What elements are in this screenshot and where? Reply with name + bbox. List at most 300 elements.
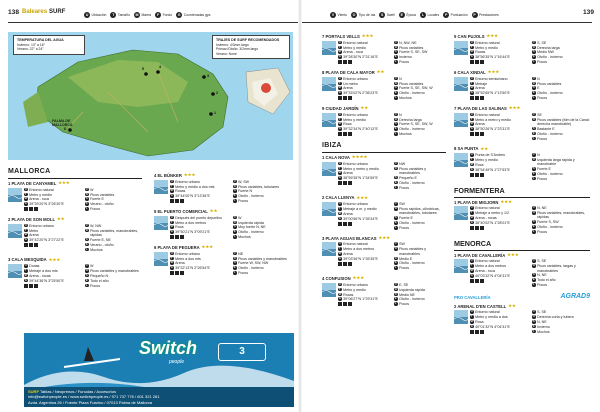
marker-4[interactable] <box>156 70 160 74</box>
spot-thumbnail <box>322 77 336 91</box>
attr-row <box>24 193 81 197</box>
attr-row <box>24 264 81 268</box>
attr-row <box>394 167 446 176</box>
facilities-icons <box>24 284 81 288</box>
parking-icon <box>170 235 174 239</box>
attr-g-value: 39°39'20"N 3°26'30"E <box>29 202 64 207</box>
attr-row <box>24 269 81 273</box>
menorca-spot-list <box>454 253 590 288</box>
attr-u-value: Entorno urbano <box>175 251 200 256</box>
shower-icon <box>175 271 179 275</box>
spot-attributes <box>338 202 446 231</box>
attr-u-value: Entorno urbano <box>343 282 368 287</box>
spot-title-row <box>322 155 446 160</box>
attr-s-value: Fuerte E <box>90 197 104 202</box>
spot-thumbnail <box>454 113 468 127</box>
attr-row <box>170 266 229 270</box>
attr-s-value: Medio NE <box>399 292 415 297</box>
attr-m-value: Roca <box>175 225 184 230</box>
rating-stars: ★★★ <box>48 256 61 262</box>
spot-body <box>454 41 590 65</box>
page-number-right: 139 <box>583 9 595 16</box>
attr-col-1 <box>338 77 390 101</box>
attr-row <box>24 279 81 283</box>
attr-v-value: N, NE <box>537 206 547 211</box>
spot-title: 7 PORTALS VELLS <box>322 34 360 39</box>
attr-col-1 <box>170 252 229 276</box>
legend-label: Prestaciones <box>479 13 499 17</box>
attr-row <box>233 216 292 220</box>
attr-e-icon: E <box>85 202 88 206</box>
spot-title: 7 PLAYA DE LAS SALINAS <box>454 106 507 111</box>
attr-v-value: N <box>537 76 540 81</box>
attr-o-value: Picos variables (fdm de la Canal: derecha manobrable) <box>537 117 590 126</box>
wetsuit-box <box>212 35 290 59</box>
attr-g-value: 39°06'27"N 1°29'31"E <box>343 297 378 302</box>
attr-m-value: Rocas <box>343 292 354 297</box>
spot-title: 8 PLAYA DE CALA MAYOR <box>322 70 375 75</box>
parking-icon <box>338 132 342 136</box>
wetsuit-title: TRAJES DE SURF RECOMENDADOS <box>216 38 280 42</box>
surf-spot[interactable] <box>8 257 142 288</box>
attr-o-icon: O <box>233 184 236 188</box>
attr-l-icon: L <box>533 283 535 287</box>
marker-2[interactable] <box>211 92 215 96</box>
legend-key-icon: U <box>85 13 89 17</box>
attr-row <box>470 113 528 117</box>
attr-col-1 <box>24 264 81 288</box>
facilities-icons <box>338 181 390 185</box>
attr-u-value: Punta de S'Andreu <box>475 153 506 157</box>
attr-row <box>233 266 292 270</box>
shower-icon <box>29 284 33 288</box>
attr-t-value: Metro y medio a dos mts <box>175 184 215 189</box>
ad-line2[interactable]: info@switchpeople.es / www.switchpeople.es / 971 737 776 / 601 321 261 <box>28 394 160 400</box>
legend-item <box>443 12 467 18</box>
attr-t-icon: T <box>25 192 27 196</box>
attr-row <box>532 55 590 59</box>
attr-row <box>394 288 446 292</box>
spot-title-row <box>8 217 142 222</box>
surf-spot[interactable] <box>322 155 446 190</box>
spot-title: 1 PLAYA DE MIGJORN <box>454 199 499 205</box>
bar-icon <box>480 226 484 230</box>
page-header-right <box>583 9 594 17</box>
spot-body <box>454 206 590 235</box>
spot-thumbnail <box>322 162 336 176</box>
attr-s-icon: S <box>532 167 535 171</box>
legend-key-icon: V <box>331 13 335 17</box>
attr-m-value: Rocas <box>475 50 486 55</box>
attr-e-icon: E <box>532 225 535 229</box>
attr-row <box>470 118 528 122</box>
attr-o-value: Picos variables y manobrables <box>90 268 139 273</box>
surf-spot[interactable] <box>454 304 590 335</box>
attr-s-value: E <box>537 86 540 91</box>
attr-o-icon: O <box>532 211 535 215</box>
surf-spot[interactable] <box>154 245 292 276</box>
attr-o-value: Izquierda larga rápida y manobrable <box>537 157 575 167</box>
bar-icon <box>348 181 352 185</box>
attr-t-icon: T <box>339 247 341 251</box>
attr-row <box>338 122 390 126</box>
spot-body <box>8 224 142 253</box>
spot-body <box>322 77 446 101</box>
attr-row <box>532 206 590 210</box>
attr-col-1 <box>470 259 528 288</box>
attr-o-value: Izquierda rápida <box>238 220 264 225</box>
attr-s-icon: S <box>233 225 236 229</box>
attr-v-value: W <box>90 187 94 192</box>
attr-m-icon: M <box>338 171 341 175</box>
attr-row <box>338 162 390 166</box>
spot-thumbnail <box>322 202 336 216</box>
attr-e-icon: E <box>532 278 535 282</box>
attr-row <box>394 257 446 261</box>
attr-row <box>532 96 590 100</box>
attr-row <box>233 189 292 193</box>
spot-attributes <box>470 153 590 182</box>
attr-g-value: 38°52'65"N 1°13'50"E <box>475 91 510 96</box>
facilities-icons <box>24 207 81 211</box>
attr-t-icon: T <box>25 268 27 272</box>
legend-item <box>420 12 439 18</box>
attr-col-2 <box>532 259 590 288</box>
surf-spot[interactable] <box>322 70 446 101</box>
spot-thumbnail <box>454 153 468 167</box>
attr-row <box>532 177 590 181</box>
surf-spot[interactable] <box>454 106 590 141</box>
shower-icon <box>475 279 479 283</box>
attr-row <box>394 242 446 246</box>
attr-row <box>532 264 590 273</box>
attr-g-value: 39°44'00"N 3°13'36"E <box>175 194 210 199</box>
spot-thumbnail <box>8 264 22 278</box>
attr-col-2 <box>394 113 446 137</box>
attr-o-icon: O <box>394 287 397 291</box>
attr-row <box>470 122 528 126</box>
surf-spot[interactable] <box>322 106 446 137</box>
spot-body <box>322 41 446 65</box>
attr-l-icon: L <box>395 185 397 189</box>
rating-stars: ★★★ <box>378 234 391 240</box>
attr-row <box>394 247 446 256</box>
attr-row <box>394 162 446 166</box>
attr-o-value: Picos variables <box>90 192 115 197</box>
attr-u-value: Entorno urbano <box>343 112 368 117</box>
rating-stars: ★★ <box>480 145 489 151</box>
attr-s-icon: S <box>394 256 397 260</box>
formentera-spot-list <box>454 200 590 235</box>
attr-s-value: Fuerte N <box>238 189 253 194</box>
attr-e-icon: E <box>394 297 397 301</box>
attr-l-value: Pocos <box>537 176 548 181</box>
promo-banner[interactable] <box>454 293 590 302</box>
attr-row <box>24 224 81 228</box>
attr-row <box>85 274 142 278</box>
attr-l-icon: L <box>234 199 236 203</box>
attr-s-value: Muy fuerte N, NE <box>238 225 266 230</box>
surf-spot[interactable] <box>454 34 590 65</box>
marker-5[interactable] <box>144 72 148 76</box>
attr-row <box>233 199 292 203</box>
attr-e-value: Otoño - invierno <box>537 55 563 60</box>
attr-s-value: N, NE <box>537 273 547 278</box>
spot-attributes <box>338 41 446 65</box>
attr-row <box>394 283 446 287</box>
attr-m-icon: M <box>338 122 341 126</box>
attr-col-1 <box>338 113 390 137</box>
spot-body <box>154 216 292 240</box>
surf-spot[interactable] <box>8 181 142 212</box>
attr-col-1 <box>170 216 229 240</box>
attr-l-icon: L <box>533 96 535 100</box>
spot-title-row <box>154 209 292 214</box>
spot-attributes <box>170 180 292 204</box>
attr-s-value: N, NE <box>537 319 547 324</box>
attr-l-icon: L <box>234 271 236 275</box>
attr-row <box>338 297 390 301</box>
attr-g-icon: G <box>338 176 341 180</box>
attr-g-value: 39°44'36"N 3°25'50"E <box>29 278 64 283</box>
attr-g-icon: G <box>470 324 473 328</box>
attr-o-icon: O <box>532 264 535 268</box>
attr-l-value: Pocos <box>537 230 548 235</box>
spot-body <box>154 180 292 204</box>
attr-e-icon: E <box>532 55 535 59</box>
spot-body <box>454 310 590 334</box>
parking-icon <box>470 279 474 283</box>
attr-row <box>470 216 528 220</box>
attr-row <box>338 41 390 45</box>
attr-s-value: Fuerte S, SE, SW, W <box>399 122 433 127</box>
attr-v-value: N, NW, NE <box>399 40 417 45</box>
shower-icon <box>475 132 479 136</box>
attr-row <box>470 153 528 157</box>
attr-u-value: Entorno natural <box>29 187 54 192</box>
attr-e-value: Otoño - invierno <box>238 230 264 235</box>
attr-row <box>394 302 446 306</box>
marker-6[interactable] <box>68 128 72 132</box>
attr-row <box>532 211 590 220</box>
legend-label: Marea <box>141 13 152 17</box>
marker-1[interactable] <box>209 112 213 116</box>
attr-row <box>532 50 590 54</box>
attr-u-icon: U <box>470 40 473 44</box>
attr-m-value: Roca <box>343 122 352 127</box>
attr-e-icon: E <box>233 266 236 270</box>
attr-m-icon: M <box>338 211 341 215</box>
attr-m-value: Arena <box>343 86 353 91</box>
map-num-1: 1 <box>214 111 216 115</box>
attr-g-icon: G <box>338 216 341 220</box>
spot-attributes <box>338 242 446 271</box>
spot-title: 4 EL BÚNKER <box>154 173 182 178</box>
attr-row <box>233 235 292 239</box>
attr-t-icon: T <box>339 117 341 121</box>
attr-m-value: Arena - roca <box>29 197 49 202</box>
surf-spot[interactable] <box>322 34 446 65</box>
attr-col-1 <box>338 162 390 191</box>
attr-v-icon: V <box>532 206 535 210</box>
attr-l-icon: L <box>533 329 535 333</box>
surf-spot[interactable] <box>322 195 446 230</box>
header-rule <box>8 22 298 23</box>
map-num-2: 2 <box>216 91 218 95</box>
switch-people-ad[interactable] <box>24 333 294 407</box>
attr-u-icon: U <box>470 206 473 210</box>
rating-stars: ★★★ <box>486 33 499 39</box>
attr-e-icon: E <box>532 324 535 328</box>
legend-label: Puntuación <box>450 13 468 17</box>
shower-icon <box>343 222 347 226</box>
attr-s-icon: S <box>85 237 88 241</box>
attr-e-icon: E <box>85 242 88 246</box>
attr-g-value: 39°32'13"N 2°26'54"E <box>175 266 210 271</box>
attr-v-value: SW <box>399 242 405 247</box>
parking-icon <box>24 243 28 247</box>
attr-t-icon: T <box>471 45 473 49</box>
attr-row <box>394 86 446 90</box>
attr-row <box>338 217 390 221</box>
attr-v-value: NE <box>238 251 244 256</box>
attr-t-icon: T <box>471 157 473 161</box>
attr-row <box>394 293 446 297</box>
attr-row <box>470 158 528 162</box>
surf-spot[interactable] <box>154 209 292 240</box>
attr-row <box>394 202 446 206</box>
attr-l-icon: L <box>395 60 397 64</box>
attr-row <box>233 180 292 184</box>
attr-row <box>233 271 292 275</box>
attr-l-icon: L <box>395 132 397 136</box>
spot-thumbnail <box>154 216 168 230</box>
attr-g-value: 38°54'49"N 1°27'53"E <box>475 167 510 172</box>
attr-g-value: 39°32'34"N 2°40'13"E <box>343 127 378 132</box>
bar-icon <box>480 330 484 334</box>
attr-row <box>470 211 528 215</box>
attr-t-value: Metro y metro y medio <box>343 166 379 171</box>
attr-row <box>532 46 590 50</box>
surf-spot[interactable] <box>322 236 446 271</box>
right-column-1 <box>322 34 446 312</box>
book-title: Baleares <box>22 9 48 16</box>
attr-s-icon: S <box>394 292 397 296</box>
attr-row <box>170 180 229 184</box>
surf-spot[interactable] <box>154 173 292 204</box>
attr-l-icon: L <box>395 302 397 306</box>
attr-v-icon: V <box>85 223 88 227</box>
facilities-icons <box>338 96 390 100</box>
spot-thumbnail <box>322 113 336 127</box>
attr-t-icon: T <box>339 206 341 210</box>
attr-row <box>24 197 81 201</box>
attr-row <box>470 206 528 210</box>
attr-g-value: 39°33'02"N 2°36'23"E <box>343 91 378 96</box>
attr-e-value: Otoño - invierno <box>537 91 563 96</box>
bar-icon <box>348 262 352 266</box>
attr-t-value: Metraje a m. y medio <box>343 206 377 211</box>
spot-thumbnail <box>322 242 336 256</box>
promo-right: AGRAD9 <box>560 293 590 301</box>
surf-spot[interactable] <box>454 146 590 181</box>
attr-o-value: Picos variables, tubulares <box>238 184 280 189</box>
attr-v-icon: V <box>233 179 236 183</box>
map-num-6: 6 <box>64 127 66 131</box>
attr-m-icon: M <box>24 233 27 237</box>
spot-thumbnail <box>454 259 468 273</box>
attr-g-icon: G <box>470 167 473 171</box>
spot-body <box>454 77 590 101</box>
rating-stars: ★★★ <box>201 244 214 250</box>
surf-spot[interactable] <box>322 276 446 307</box>
attr-l-value: Pocos <box>537 136 548 141</box>
attr-u-icon: U <box>170 215 173 219</box>
surf-spot[interactable] <box>454 70 590 101</box>
attr-v-icon: V <box>394 202 397 206</box>
attr-s-value: Fuerte E <box>399 216 413 221</box>
spot-attributes <box>470 259 590 288</box>
attr-l-icon: L <box>395 96 397 100</box>
attr-s-value: Medio E <box>399 256 413 261</box>
attr-row <box>394 60 446 64</box>
attr-col-2 <box>532 77 590 101</box>
attr-s-value: Fuerte S, SE, SW <box>399 50 428 55</box>
attr-row <box>470 127 528 131</box>
spot-title-row <box>8 181 142 186</box>
surf-spot[interactable] <box>8 217 142 252</box>
shower-icon <box>343 262 347 266</box>
attr-s-icon: S <box>85 197 88 201</box>
spot-attributes <box>170 216 292 240</box>
attr-e-value: Otoño - invierno <box>399 297 425 302</box>
legend-label: Época <box>406 13 416 17</box>
attr-e-icon: E <box>233 194 236 198</box>
spot-thumbnail <box>454 206 468 220</box>
attr-row <box>532 230 590 234</box>
attr-l-icon: L <box>86 207 88 211</box>
attr-t-value: Metraje <box>475 81 488 86</box>
facilities-icons <box>24 243 81 247</box>
attr-u-icon: U <box>338 112 341 116</box>
attr-v-icon: V <box>532 153 535 156</box>
spot-thumbnail <box>154 180 168 194</box>
attr-u-value: Entorno urbano <box>343 161 368 166</box>
shower-icon <box>475 226 479 230</box>
surf-spot[interactable] <box>454 200 590 235</box>
right-column-2 <box>454 34 590 340</box>
surf-spot[interactable] <box>454 253 590 288</box>
wetsuit-spring: Primav./Otoño: 3/2mm largo <box>216 47 259 52</box>
attr-g-icon: G <box>470 91 473 95</box>
attr-u-value: Entorno urbano <box>343 76 368 81</box>
attr-col-2 <box>394 283 446 307</box>
attr-e-icon: E <box>532 131 535 135</box>
attr-row <box>394 207 446 216</box>
attr-e-value: Otoño - invierno <box>399 221 425 226</box>
shower-icon <box>475 60 479 64</box>
legend-key-icon: O <box>352 13 356 17</box>
attr-e-icon: E <box>394 180 397 184</box>
attr-row <box>394 122 446 126</box>
attr-row <box>532 330 590 334</box>
attr-col-2 <box>532 41 590 65</box>
attr-u-icon: U <box>470 112 473 116</box>
attr-row <box>532 86 590 90</box>
attr-v-icon: V <box>532 76 535 80</box>
marker-3[interactable] <box>202 75 206 79</box>
facilities-icons <box>170 271 229 275</box>
